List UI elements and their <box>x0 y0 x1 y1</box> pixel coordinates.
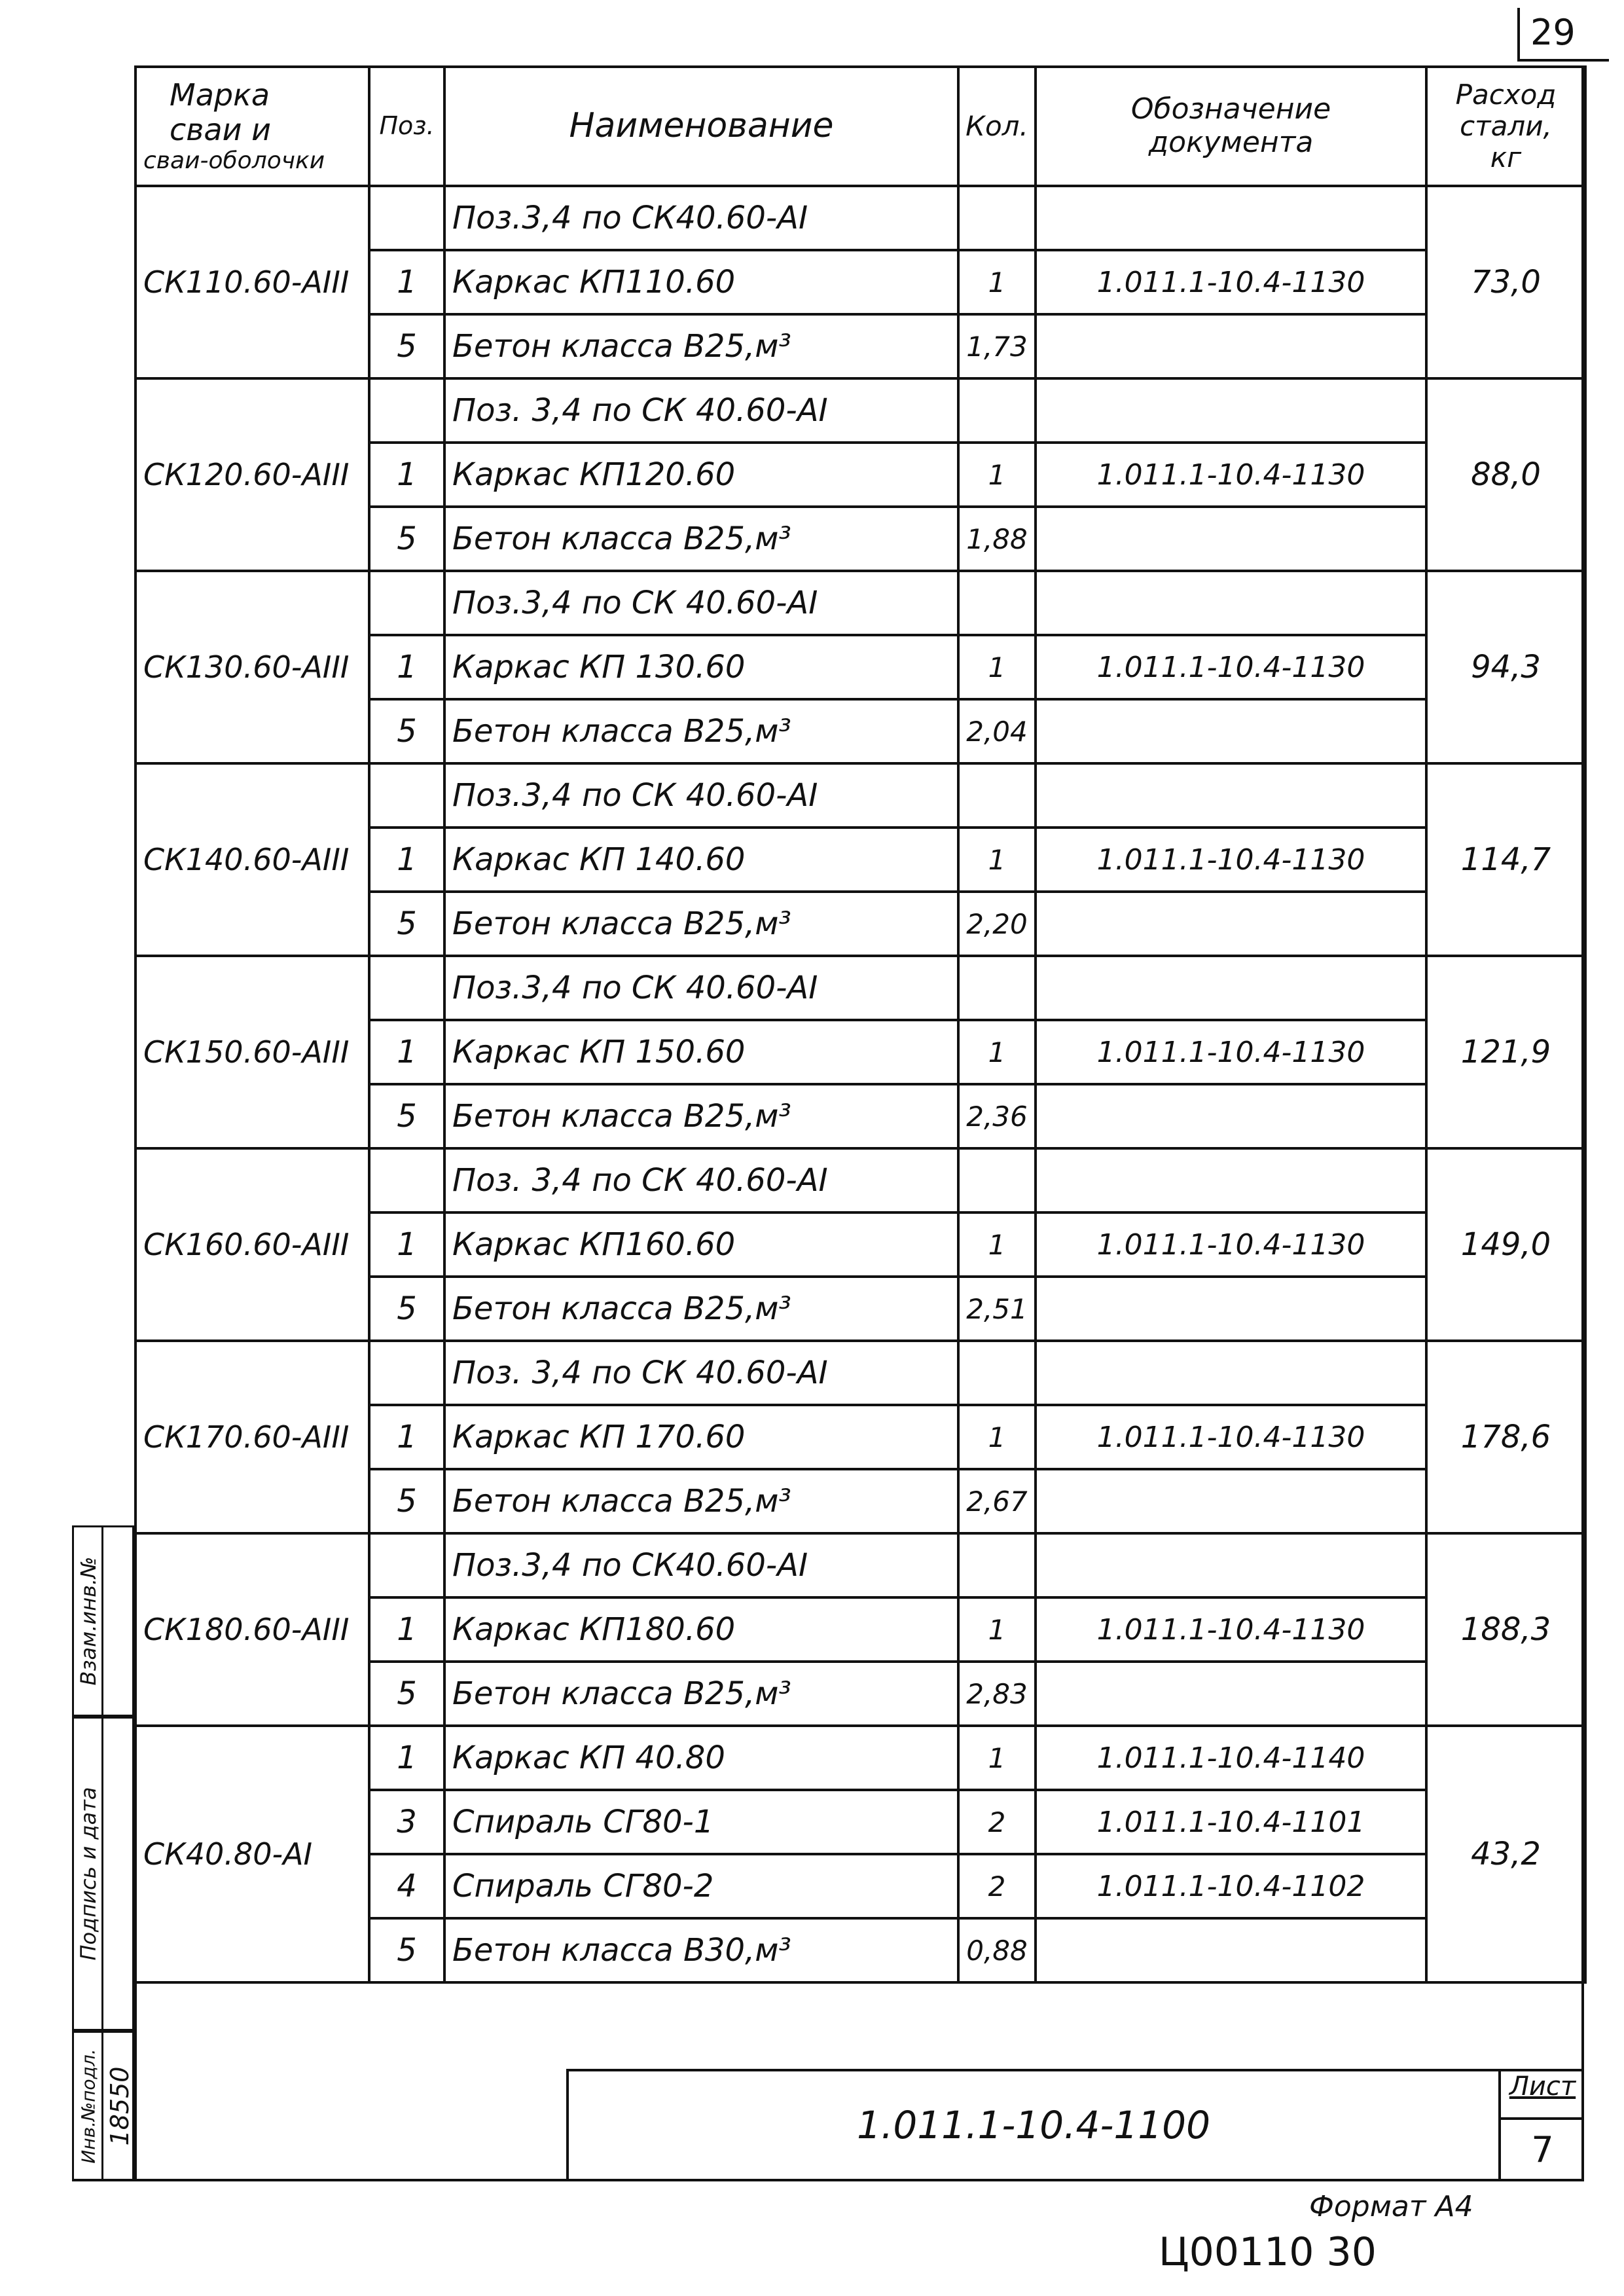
position-cell: 1 <box>369 1405 444 1469</box>
table-row <box>135 1726 1585 1790</box>
document-cell <box>1036 1277 1426 1341</box>
steel-consumption-cell: 114,7 <box>1426 763 1585 956</box>
quantity-cell: 2,67 <box>958 1469 1036 1533</box>
position-cell: 1 <box>369 250 444 314</box>
position-cell: 5 <box>369 1084 444 1148</box>
pile-mark-cell: СК40.80-АI <box>135 1726 369 1982</box>
quantity-cell: 1 <box>958 443 1036 507</box>
table-row <box>135 1341 1585 1405</box>
document-cell: 1.011.1-10.4-1130 <box>1036 1597 1426 1662</box>
item-name-cell: Каркас КП110.60 <box>444 250 958 314</box>
quantity-cell <box>958 186 1036 250</box>
sidebar-replace-inv: Взам.инв.№ <box>72 1525 134 1717</box>
quantity-cell: 1 <box>958 1597 1036 1662</box>
table-row <box>135 1148 1585 1212</box>
item-name-cell: Поз.3,4 по СК 40.60-АI <box>444 956 958 1020</box>
quantity-cell: 2,20 <box>958 892 1036 956</box>
header-doc: Обозначение документа <box>1036 67 1426 186</box>
position-cell <box>369 1148 444 1212</box>
title-block <box>566 2069 1584 2181</box>
position-cell <box>369 1533 444 1597</box>
position-cell <box>369 956 444 1020</box>
position-cell <box>369 763 444 828</box>
side-stamp-block <box>72 1525 134 2181</box>
quantity-cell: 1,73 <box>958 314 1036 378</box>
position-cell: 5 <box>369 1662 444 1726</box>
quantity-cell: 1 <box>958 1405 1036 1469</box>
item-name-cell: Бетон класса В25,м³ <box>444 314 958 378</box>
item-name-cell: Каркас КП 140.60 <box>444 828 958 892</box>
item-name-cell: Спираль СГ80-2 <box>444 1854 958 1918</box>
item-name-cell: Поз.3,4 по СК 40.60-АI <box>444 763 958 828</box>
item-name-cell: Поз.3,4 по СК40.60-АI <box>444 186 958 250</box>
document-cell <box>1036 1148 1426 1212</box>
steel-consumption-cell: 43,2 <box>1426 1726 1585 1982</box>
document-cell <box>1036 892 1426 956</box>
quantity-cell <box>958 571 1036 635</box>
item-name-cell: Бетон класса В30,м³ <box>444 1918 958 1982</box>
quantity-cell: 1 <box>958 1020 1036 1084</box>
document-cell: 1.011.1-10.4-1130 <box>1036 1405 1426 1469</box>
header-mark: Марка сваи и сваи-оболочки <box>135 67 369 186</box>
quantity-cell <box>958 1148 1036 1212</box>
document-cell <box>1036 378 1426 443</box>
sidebar-sign-date: Подпись и дата <box>72 1717 134 2031</box>
table-row <box>135 763 1585 828</box>
position-cell: 1 <box>369 1020 444 1084</box>
item-name-cell: Спираль СГ80-1 <box>444 1790 958 1854</box>
table-row <box>135 571 1585 635</box>
document-cell: 1.011.1-10.4-1130 <box>1036 250 1426 314</box>
document-cell <box>1036 1533 1426 1597</box>
title-block-sheet-label: Лист <box>1509 2071 1576 2102</box>
item-name-cell: Бетон класса В25,м³ <box>444 507 958 571</box>
item-name-cell: Каркас КП 130.60 <box>444 635 958 699</box>
document-cell: 1.011.1-10.4-1130 <box>1036 828 1426 892</box>
steel-consumption-cell: 121,9 <box>1426 956 1585 1148</box>
quantity-cell: 2 <box>958 1790 1036 1854</box>
document-cell <box>1036 571 1426 635</box>
item-name-cell: Каркас КП180.60 <box>444 1597 958 1662</box>
document-cell <box>1036 956 1426 1020</box>
specification-table <box>134 65 1587 1984</box>
table-header-row <box>135 67 1585 186</box>
pile-mark-cell: СК160.60-АIII <box>135 1148 369 1341</box>
document-cell <box>1036 1662 1426 1726</box>
document-cell <box>1036 1084 1426 1148</box>
table-row <box>135 378 1585 443</box>
sidebar-inv-orig: Инв.№подл. 18550 <box>72 2031 134 2181</box>
position-cell <box>369 571 444 635</box>
steel-consumption-cell: 188,3 <box>1426 1533 1585 1726</box>
item-name-cell: Бетон класса В25,м³ <box>444 1469 958 1533</box>
document-cell: 1.011.1-10.4-1140 <box>1036 1726 1426 1790</box>
position-cell: 3 <box>369 1790 444 1854</box>
quantity-cell <box>958 378 1036 443</box>
item-name-cell: Бетон класса В25,м³ <box>444 699 958 763</box>
position-cell: 1 <box>369 1212 444 1277</box>
format-note: Формат А4 <box>1309 2190 1473 2223</box>
position-cell: 1 <box>369 443 444 507</box>
pile-mark-cell: СК110.60-АIII <box>135 186 369 378</box>
item-name-cell: Каркас КП 170.60 <box>444 1405 958 1469</box>
position-cell: 4 <box>369 1854 444 1918</box>
item-name-cell: Каркас КП120.60 <box>444 443 958 507</box>
page-number-underline <box>1517 59 1609 62</box>
table-row <box>135 1533 1585 1597</box>
quantity-cell: 2,36 <box>958 1084 1036 1148</box>
position-cell: 5 <box>369 699 444 763</box>
document-cell: 1.011.1-10.4-1130 <box>1036 1212 1426 1277</box>
header-qty: Кол. <box>958 67 1036 186</box>
quantity-cell <box>958 1533 1036 1597</box>
quantity-cell: 1 <box>958 250 1036 314</box>
quantity-cell <box>958 956 1036 1020</box>
pile-mark-cell: СК130.60-АIII <box>135 571 369 763</box>
document-cell: 1.011.1-10.4-1130 <box>1036 443 1426 507</box>
item-name-cell: Поз.3,4 по СК40.60-АI <box>444 1533 958 1597</box>
document-cell <box>1036 699 1426 763</box>
title-block-doc-code: 1.011.1-10.4-1100 <box>857 2103 1210 2147</box>
page-number-rule <box>1517 8 1520 60</box>
quantity-cell: 1,88 <box>958 507 1036 571</box>
item-name-cell: Поз. 3,4 по СК 40.60-АI <box>444 378 958 443</box>
position-cell: 1 <box>369 828 444 892</box>
item-name-cell: Поз. 3,4 по СК 40.60-АI <box>444 1341 958 1405</box>
quantity-cell: 2,83 <box>958 1662 1036 1726</box>
header-pos: Поз. <box>369 67 444 186</box>
steel-consumption-cell: 73,0 <box>1426 186 1585 378</box>
document-cell <box>1036 1469 1426 1533</box>
quantity-cell: 0,88 <box>958 1918 1036 1982</box>
position-cell: 5 <box>369 892 444 956</box>
item-name-cell: Поз.3,4 по СК 40.60-АI <box>444 571 958 635</box>
pile-mark-cell: СК150.60-АIII <box>135 956 369 1148</box>
pile-mark-cell: СК180.60-АIII <box>135 1533 369 1726</box>
pile-mark-cell: СК120.60-АIII <box>135 378 369 571</box>
position-cell <box>369 378 444 443</box>
steel-consumption-cell: 88,0 <box>1426 378 1585 571</box>
position-cell: 5 <box>369 507 444 571</box>
table-body <box>135 186 1585 1982</box>
document-cell <box>1036 314 1426 378</box>
frame-left-border <box>134 65 137 2181</box>
title-block-sheet-number: 7 <box>1531 2128 1554 2170</box>
document-cell: 1.011.1-10.4-1130 <box>1036 1020 1426 1084</box>
quantity-cell: 2,51 <box>958 1277 1036 1341</box>
item-name-cell: Каркас КП 150.60 <box>444 1020 958 1084</box>
steel-consumption-cell: 149,0 <box>1426 1148 1585 1341</box>
item-name-cell: Каркас КП160.60 <box>444 1212 958 1277</box>
position-cell: 1 <box>369 635 444 699</box>
document-cell: 1.011.1-10.4-1102 <box>1036 1854 1426 1918</box>
document-cell <box>1036 507 1426 571</box>
steel-consumption-cell: 178,6 <box>1426 1341 1585 1533</box>
item-name-cell: Бетон класса В25,м³ <box>444 1277 958 1341</box>
table-row <box>135 186 1585 250</box>
quantity-cell: 1 <box>958 635 1036 699</box>
quantity-cell <box>958 1341 1036 1405</box>
position-cell <box>369 1341 444 1405</box>
quantity-cell: 2 <box>958 1854 1036 1918</box>
position-cell: 1 <box>369 1726 444 1790</box>
item-name-cell: Бетон класса В25,м³ <box>444 1084 958 1148</box>
table-row <box>135 956 1585 1020</box>
document-cell <box>1036 763 1426 828</box>
quantity-cell: 1 <box>958 1726 1036 1790</box>
pile-mark-cell: СК170.60-АIII <box>135 1341 369 1533</box>
document-cell: 1.011.1-10.4-1101 <box>1036 1790 1426 1854</box>
document-cell <box>1036 1341 1426 1405</box>
position-cell: 5 <box>369 1469 444 1533</box>
header-steel: Расход стали, кг <box>1426 67 1585 186</box>
item-name-cell: Бетон класса В25,м³ <box>444 1662 958 1726</box>
page-number: 29 <box>1530 12 1576 53</box>
pile-mark-cell: СК140.60-АIII <box>135 763 369 956</box>
header-name: Наименование <box>444 67 958 186</box>
quantity-cell: 1 <box>958 1212 1036 1277</box>
item-name-cell: Поз. 3,4 по СК 40.60-АI <box>444 1148 958 1212</box>
quantity-cell: 2,04 <box>958 699 1036 763</box>
steel-consumption-cell: 94,3 <box>1426 571 1585 763</box>
document-cell <box>1036 1918 1426 1982</box>
document-cell: 1.011.1-10.4-1130 <box>1036 635 1426 699</box>
position-cell: 5 <box>369 314 444 378</box>
item-name-cell: Бетон класса В25,м³ <box>444 892 958 956</box>
document-cell <box>1036 186 1426 250</box>
position-cell: 5 <box>369 1277 444 1341</box>
position-cell <box>369 186 444 250</box>
position-cell: 1 <box>369 1597 444 1662</box>
quantity-cell <box>958 763 1036 828</box>
frame-right-border <box>1581 65 1584 2181</box>
position-cell: 5 <box>369 1918 444 1982</box>
item-name-cell: Каркас КП 40.80 <box>444 1726 958 1790</box>
quantity-cell: 1 <box>958 828 1036 892</box>
archive-stamp: Ц00110 30 <box>1159 2229 1377 2275</box>
